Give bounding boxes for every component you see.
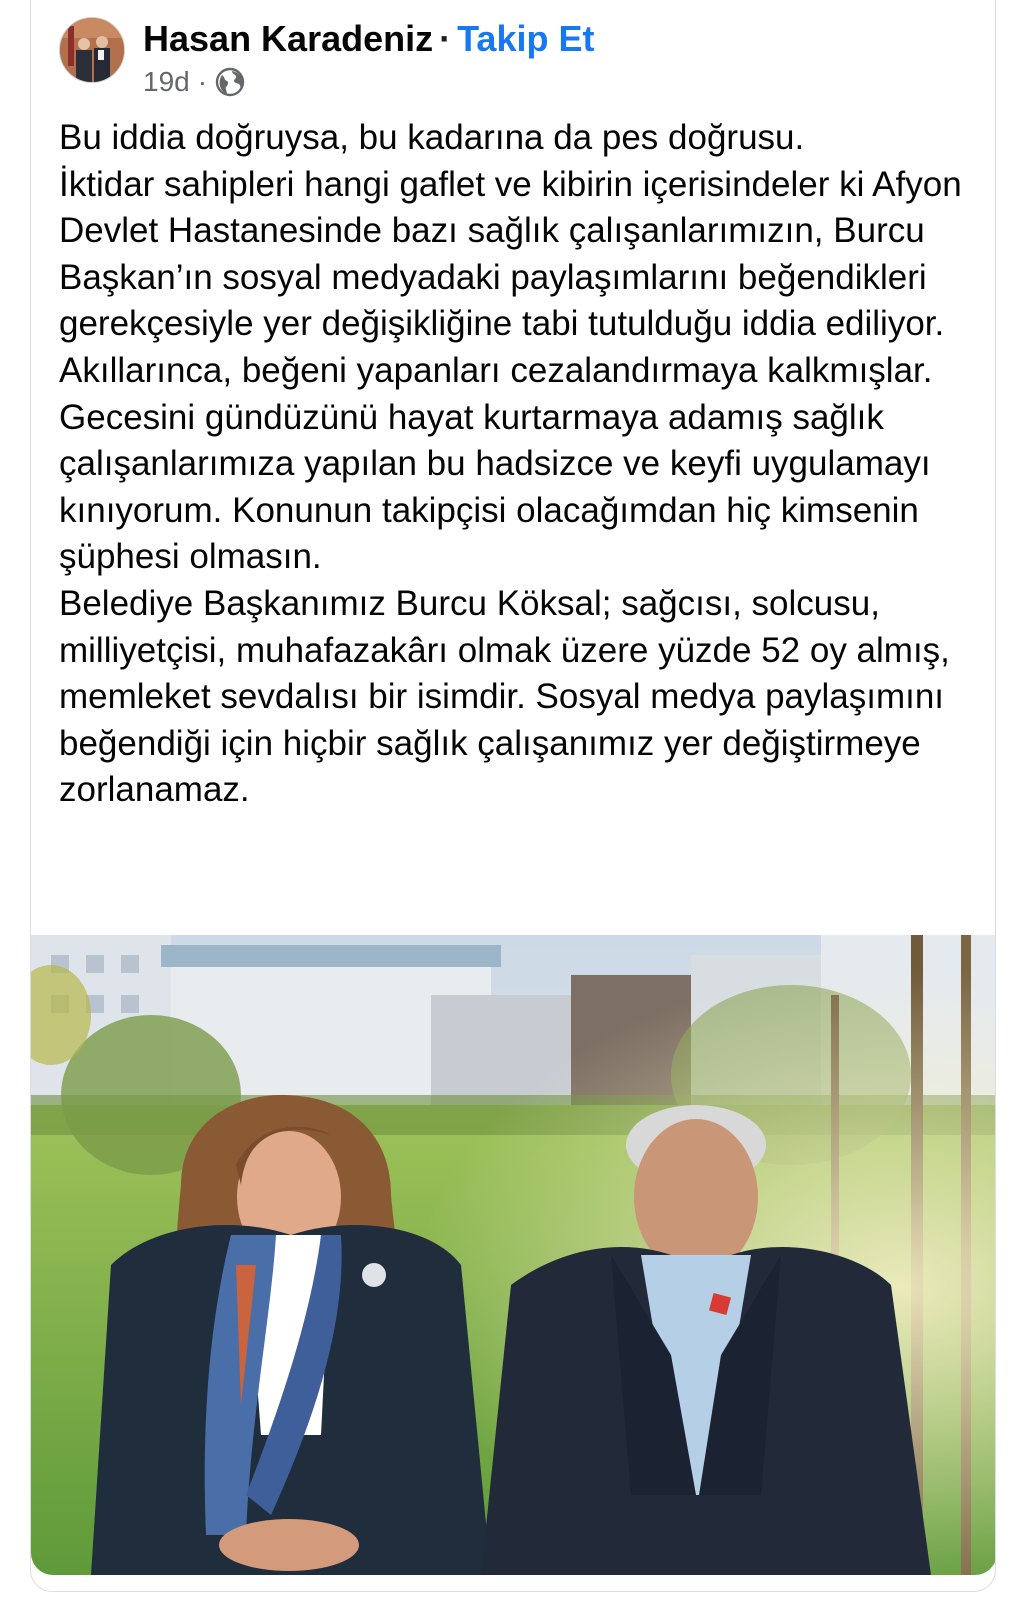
post-photo[interactable] (31, 935, 996, 1575)
meta-separator: · (197, 66, 208, 97)
post-meta (143, 65, 245, 99)
post-header (59, 17, 959, 97)
post-photo-image (31, 935, 996, 1575)
author-separator: · (439, 18, 452, 59)
avatar-image (60, 18, 125, 83)
globe-icon[interactable] (215, 67, 245, 97)
post-author-line (143, 17, 594, 61)
post-card (30, 0, 996, 1592)
avatar[interactable] (59, 17, 125, 83)
author-name[interactable]: Hasan Karadeniz (143, 18, 434, 59)
follow-button[interactable]: Takip Et (457, 18, 595, 59)
post-time[interactable]: 19d (143, 66, 190, 97)
post-text: Bu iddia doğruysa, bu kadarına da pes doğrusu. İktidar sahipleri hangi gaflet ve kibirin içerisindeler ki Afyon Devlet Hastanesinde bazı sağlık çalışanlarımızın, Burcu Başkan’ın sosyal medyadaki paylaşımlarını beğendikleri gerekçesiyle yer değişikliğine tabi tutulduğu iddia ediliyor. Akıllarınca, beğeni yapanları cezalandırmaya kalkmışlar. Gecesini gündüzünü hayat kurtarmaya adamış sağlık çalışanlarımıza yapılan bu hadsizce ve keyfi uygulamayı kınıyorum. Konunun takipçisi olacağımdan hiç kimsenin şüphesi olmasın. Belediye Başkanımız Burcu Köksal; sağcısı, solcusu, milliyetçisi, muhafazakârı olmak üzere yüzde 52 oy almış, memleket sevdalısı bir isimdir. Sosyal medya paylaşımını beğendiği için hiçbir sağlık çalışanımız yer değiştirmeye zorlanamaz. (59, 118, 962, 810)
